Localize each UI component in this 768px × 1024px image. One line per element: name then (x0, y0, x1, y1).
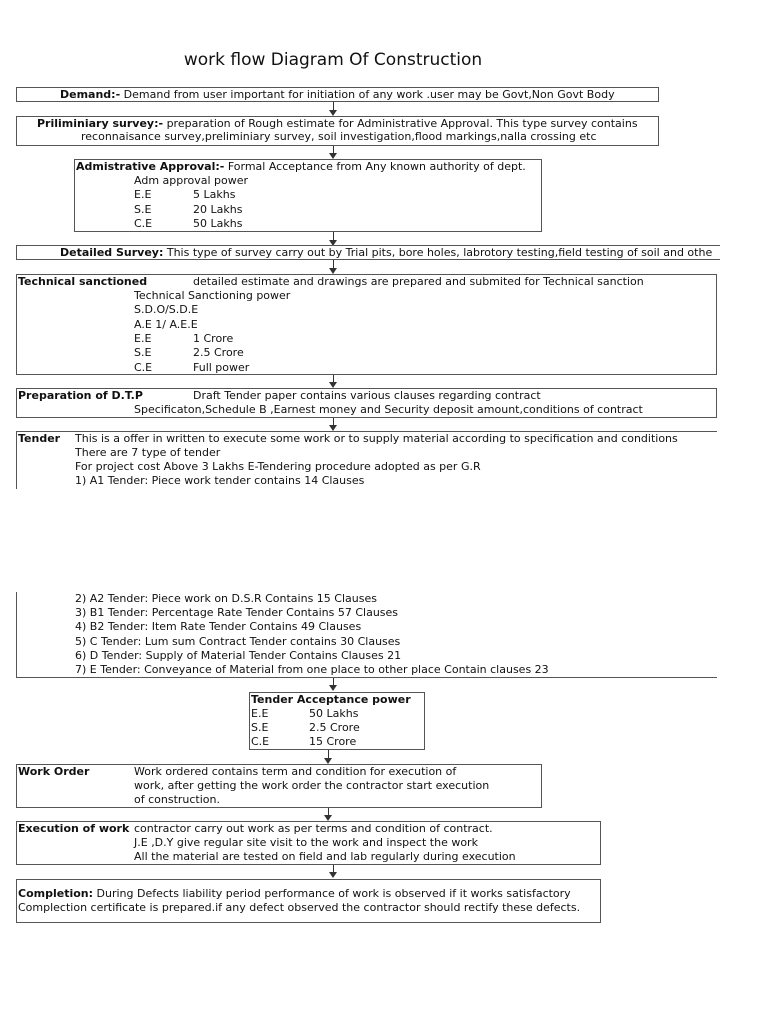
work-order-box (16, 764, 542, 808)
tender-acceptance-row-role: S.E (251, 721, 269, 734)
work-order-line1: Work ordered contains term and condition for execution of (134, 765, 457, 778)
tender-type-line: 4) B2 Tender: Item Rate Tender Contains 49 Clauses (75, 620, 362, 633)
tender-acceptance-box (249, 692, 425, 750)
admin-approval-row-value: 50 Lakhs (193, 217, 243, 230)
tender-acceptance-row-value: 15 Crore (309, 735, 357, 748)
technical-sanction-box (16, 274, 717, 375)
page-title: work flow Diagram Of Construction (183, 50, 483, 70)
completion-box (16, 879, 601, 923)
tender-line: For project cost Above 3 Lakhs E-Tendering procedure adopted as per G.R (75, 460, 481, 473)
preliminary-survey-heading: Priliminiary survey:- (37, 117, 164, 130)
demand-text: Demand from user important for initiation of any work .user may be Govt,Non Govt Body (123, 88, 615, 101)
technical-sanction-row-value: 1 Crore (193, 332, 234, 345)
admin-approval-heading: Admistrative Approval:- (76, 160, 225, 173)
completion-line2: Complection certificate is prepared.if any defect observed the contractor should rectify these defects. (18, 901, 581, 914)
tender-type-line: 6) D Tender: Supply of Material Tender Contains Clauses 21 (75, 649, 402, 662)
tender-type-line: 7) E Tender: Conveyance of Material from one place to other place Contain clauses 23 (75, 663, 549, 676)
detailed-survey-heading: Detailed Survey: (60, 246, 164, 259)
execution-line1: contractor carry out work as per terms and condition of contract. (134, 822, 493, 835)
technical-sanction-row-value: Full power (193, 361, 250, 374)
tender-heading: Tender (18, 432, 61, 445)
technical-sanction-row-role: A.E 1/ A.E.E (134, 318, 198, 331)
tender-type-line: 3) B1 Tender: Percentage Rate Tender Contains 57 Clauses (75, 606, 399, 619)
tender-line: This is a offer in written to execute some work or to supply material according to specification and conditions (75, 432, 678, 445)
technical-sanction-text: detailed estimate and drawings are prepared and submited for Technical sanction (193, 275, 644, 288)
tender-acceptance-row-value: 2.5 Crore (309, 721, 360, 734)
detailed-survey-box (16, 245, 720, 260)
dtp-box (16, 388, 717, 418)
arrow-icon (329, 872, 337, 878)
execution-line2: J.E ,D.Y give regular site visit to the work and inspect the work (134, 836, 478, 849)
completion-heading: Completion: (18, 887, 94, 900)
preliminary-survey-line2: reconnaisance survey,preliminiary survey, soil investigation,flood markings,nalla crossing etc (81, 130, 597, 143)
tender-acceptance-row-role: C.E (251, 735, 270, 748)
admin-approval-subheading: Adm approval power (134, 174, 249, 187)
tender-line: There are 7 type of tender (75, 446, 221, 459)
technical-sanction-heading: Technical sanctioned (18, 275, 148, 288)
demand-box (16, 87, 659, 102)
technical-sanction-row-value: 2.5 Crore (193, 346, 244, 359)
tender-acceptance-heading: Tender Acceptance power (251, 693, 411, 706)
technical-sanction-row-role: S.E (134, 346, 152, 359)
dtp-heading: Preparation of D.T.P (18, 389, 143, 402)
tender-type-line: 2) A2 Tender: Piece work on D.S.R Contains 15 Clauses (75, 592, 377, 605)
technical-sanction-row-role: C.E (134, 361, 153, 374)
tender-line: 1) A1 Tender: Piece work tender contains 14 Clauses (75, 474, 365, 487)
execution-box (16, 821, 601, 865)
work-order-line2: work, after getting the work order the contractor start execution (134, 779, 490, 792)
dtp-line2: Specificaton,Schedule B ,Earnest money and Security deposit amount,conditions of contract (134, 403, 643, 416)
dtp-line1: Draft Tender paper contains various clauses regarding contract (193, 389, 541, 402)
tender-acceptance-row-value: 50 Lakhs (309, 707, 359, 720)
technical-sanction-row-role: S.D.O/S.D.E (134, 303, 199, 316)
admin-approval-row-value: 20 Lakhs (193, 203, 243, 216)
admin-approval-row-role: C.E (134, 217, 153, 230)
execution-heading: Execution of work (18, 822, 130, 835)
admin-approval-row-value: 5 Lakhs (193, 188, 236, 201)
work-order-line3: of construction. (134, 793, 221, 806)
completion-line1: During Defects liability period performance of work is observed if it works satisfactory (96, 887, 571, 900)
execution-line3: All the material are tested on field and lab regularly during execution (134, 850, 516, 863)
admin-approval-row-role: S.E (134, 203, 152, 216)
preliminary-survey-box (16, 116, 659, 146)
work-order-heading: Work Order (18, 765, 90, 778)
technical-sanction-subheading: Technical Sanctioning power (134, 289, 291, 302)
preliminary-survey-line1: preparation of Rough estimate for Administrative Approval. This type survey contains (166, 117, 638, 130)
technical-sanction-row-role: E.E (134, 332, 152, 345)
admin-approval-text: Formal Acceptance from Any known authority of dept. (227, 160, 526, 173)
admin-approval-box (74, 159, 542, 232)
admin-approval-row-role: E.E (134, 188, 152, 201)
detailed-survey-text: This type of survey carry out by Trial pits, bore holes, labrotory testing,field testing of soil and othe (166, 246, 713, 259)
tender-acceptance-row-role: E.E (251, 707, 269, 720)
demand-heading: Demand:- (60, 88, 121, 101)
arrow-icon (329, 685, 337, 691)
tender-type-line: 5) C Tender: Lum sum Contract Tender contains 30 Clauses (75, 635, 401, 648)
